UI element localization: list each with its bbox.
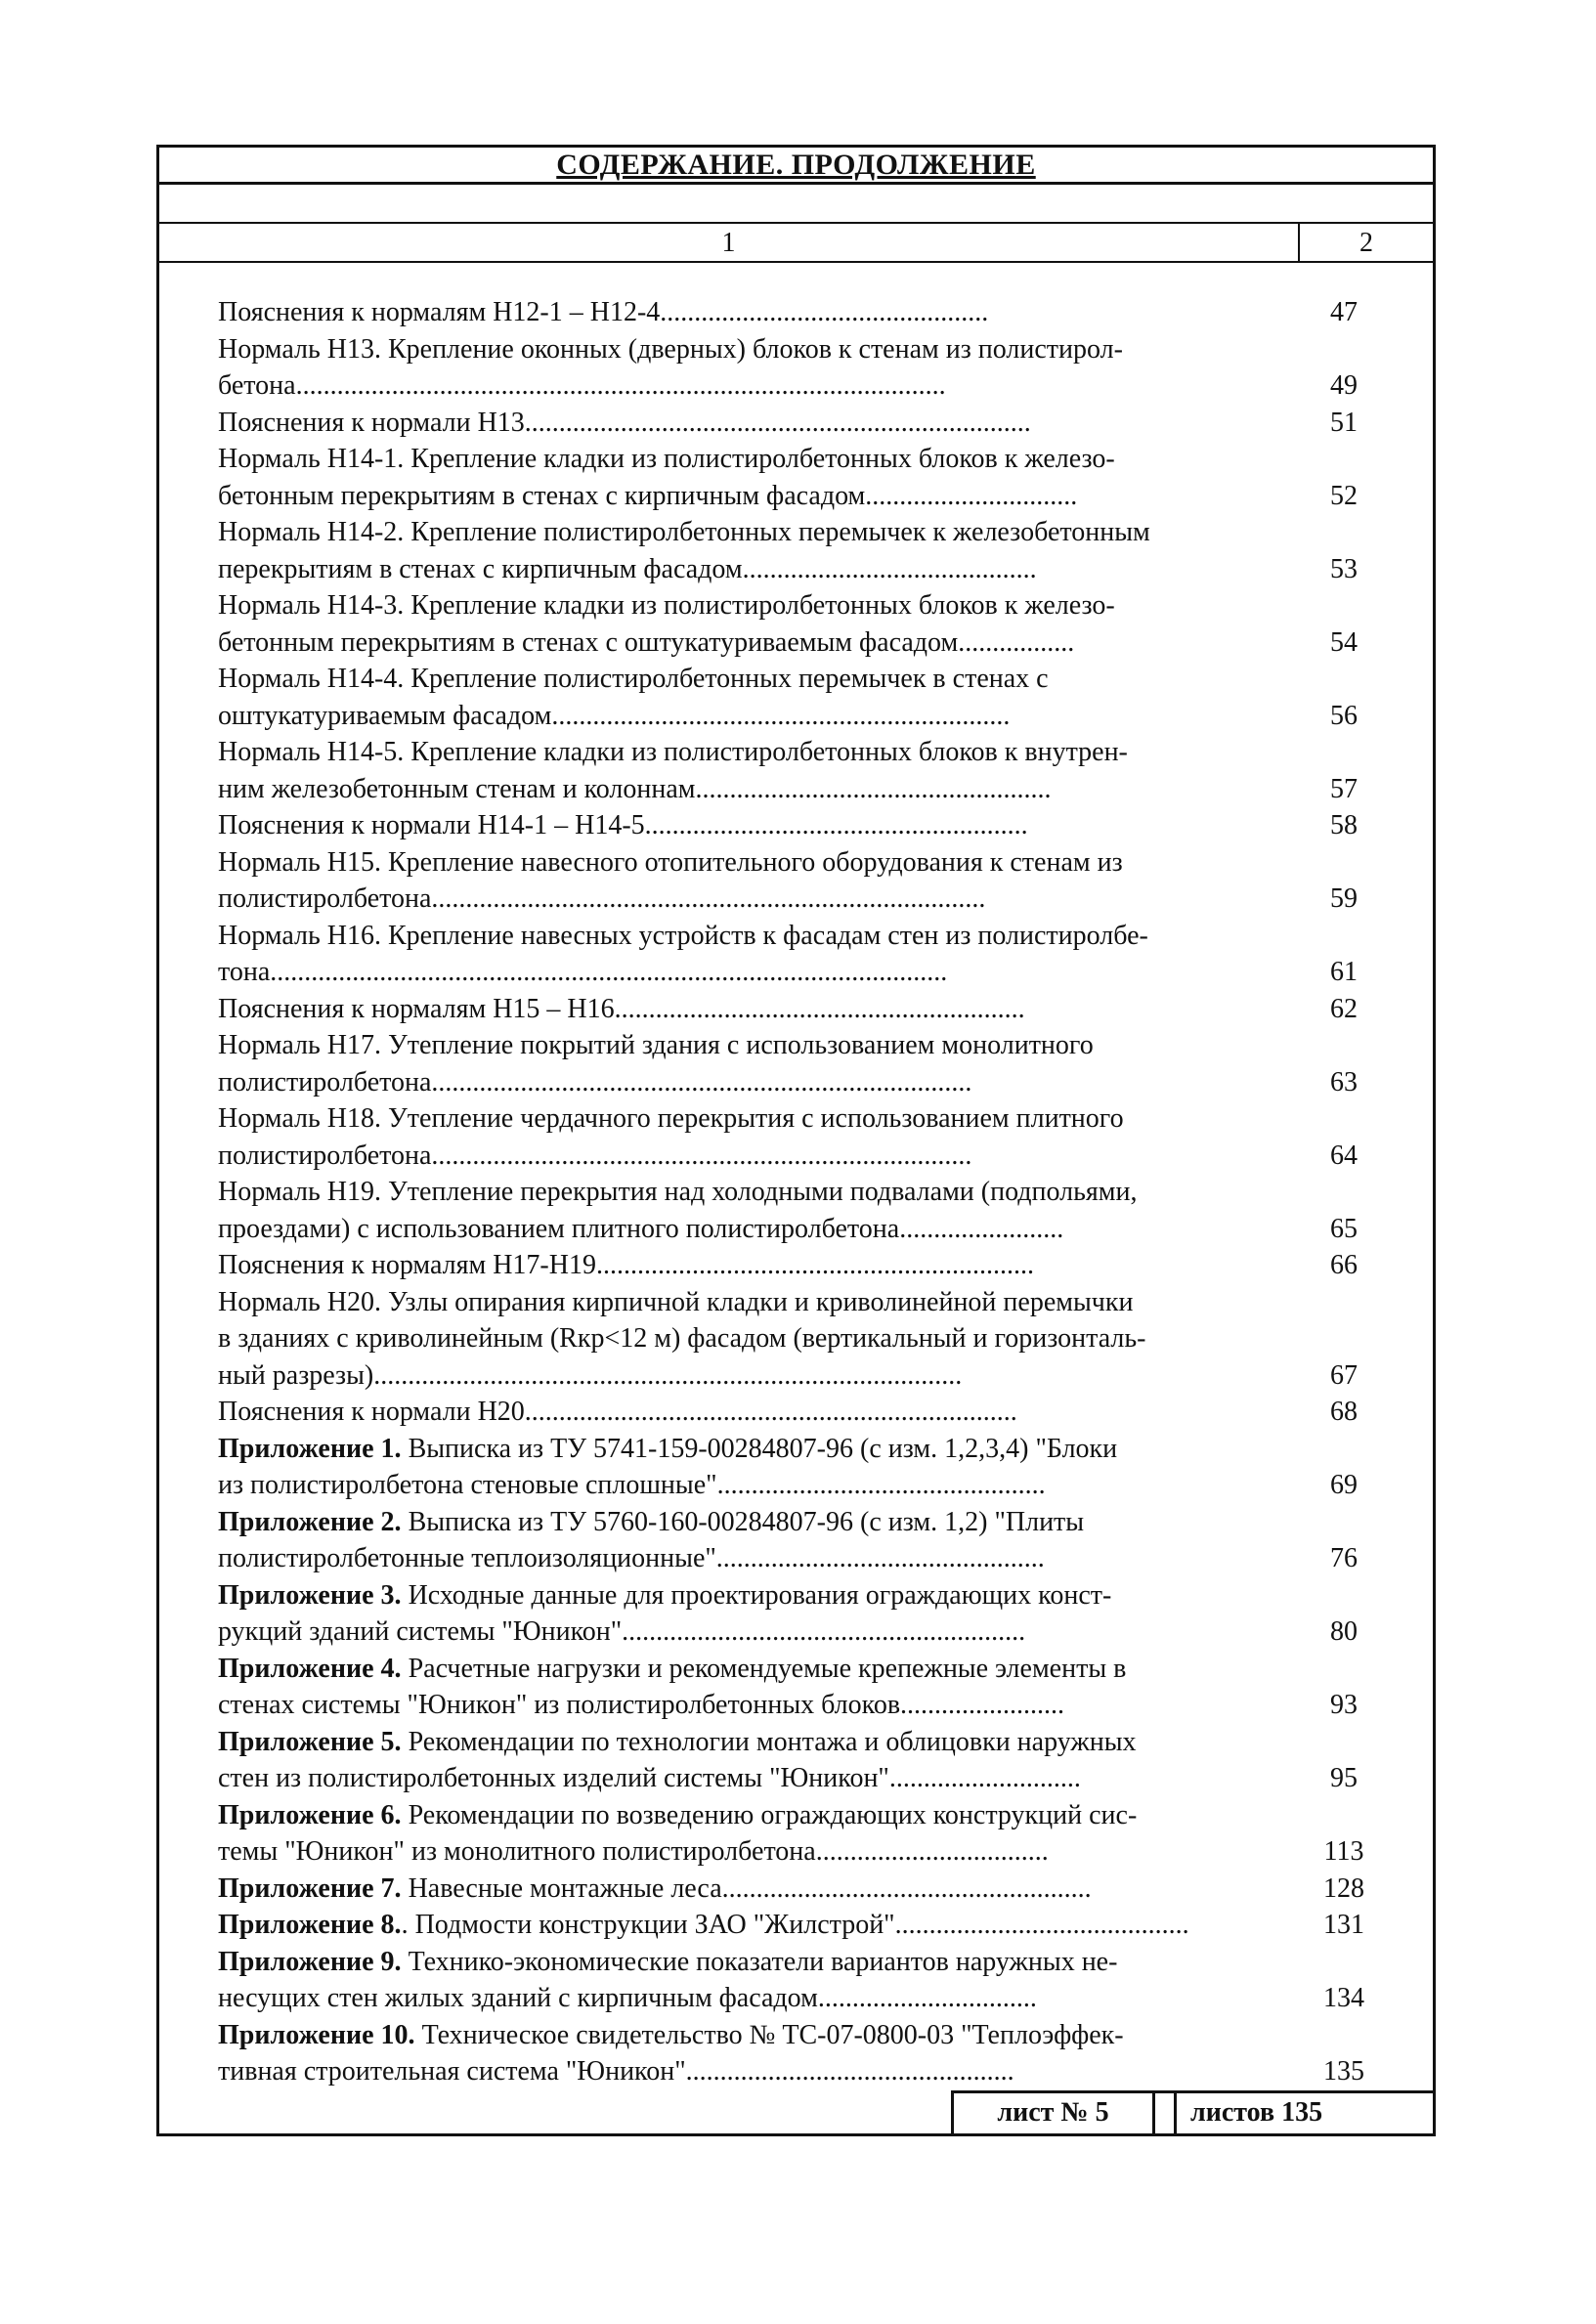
toc-entry-text — [218, 1577, 1290, 1651]
toc-entry-line — [218, 807, 1290, 844]
toc-entry-line — [218, 1871, 1290, 1908]
toc-entry-text — [218, 587, 1290, 661]
toc-entry-line — [218, 881, 1290, 918]
toc-entry-line-text: Технико-экономические показатели вариантов наружных не- — [401, 1946, 1118, 1977]
toc-entry-line — [218, 624, 1290, 662]
appendix-label: Приложение 3. — [218, 1579, 402, 1611]
column-number-2: 2 — [1359, 228, 1373, 258]
toc-entry-text — [218, 441, 1290, 514]
toc-entry-text — [218, 514, 1290, 587]
toc-entry-line-text: Пояснения к нормалям Н17-Н19................................................................ — [218, 1250, 1034, 1280]
toc-entry-line-text: ный разрезы)...................................................................................... — [218, 1359, 963, 1391]
toc-entry-line-text: несущих стен жилых зданий с кирпичным фасадом................................ — [218, 1983, 1037, 2013]
toc-page-number: 113 — [1323, 1836, 1364, 1867]
toc-entry-line — [218, 1027, 1290, 1064]
toc-entry-line-text: Нормаль Н14-5. Крепление кладки из полистиролбетонных блоков к внутрен- — [218, 737, 1128, 767]
toc-entry-line-text: . Подмости конструкции ЗАО "Жилстрой"........................................... — [401, 1910, 1189, 1940]
toc-entry-line-text: Пояснения к нормали Н13.......................................................................... — [218, 407, 1031, 438]
toc-entry-line-text: Нормаль Н13. Крепление оконных (дверных) блоков к стенам из полистирол- — [218, 333, 1123, 365]
toc-entry-line — [218, 2017, 1290, 2054]
toc-entry-line — [218, 918, 1290, 955]
toc-entry-line-text: Выписка из ТУ 5760-160-00284807-96 (с изм. 1,2) "Плиты — [401, 1506, 1085, 1537]
toc-entry — [218, 1394, 1420, 1431]
toc-entry-line — [218, 1431, 1290, 1468]
toc-entry-line — [218, 551, 1290, 588]
toc-page-number: 80 — [1330, 1616, 1358, 1647]
toc-entry-line — [218, 1760, 1290, 1797]
toc-entry-line — [218, 294, 1290, 331]
toc-entry-line-text: в зданиях с криволинейным (Rкр<12 м) фасадом (вертикальный и горизонталь- — [218, 1323, 1146, 1354]
toc-page-number: 95 — [1330, 1763, 1358, 1793]
toc-entry-text — [218, 1504, 1290, 1577]
toc-entry — [218, 1651, 1420, 1724]
toc-entry-line-text: Техническое свидетельство № ТС-07-0800-03 "Теплоэффек- — [414, 2019, 1124, 2050]
toc-entry-line-text: рукций зданий системы "Юникон"........................................................... — [218, 1616, 1026, 1647]
toc-entry-line-text: Выписка из ТУ 5741-159-00284807-96 (с изм. 1,2,3,4) "Блоки — [401, 1433, 1118, 1464]
toc-entry-text — [218, 1651, 1290, 1724]
toc-page-number: 65 — [1330, 1213, 1358, 1244]
toc-entry — [218, 405, 1420, 442]
appendix-label: Приложение 2. — [218, 1506, 402, 1537]
toc-page-number: 47 — [1330, 297, 1358, 327]
toc-entry-text — [218, 1394, 1290, 1431]
toc-entry-line — [218, 1064, 1290, 1101]
toc-page-number: 93 — [1330, 1690, 1358, 1720]
toc-entry-line-text: Нормаль Н18. Утепление чердачного перекрытия с использованием плитного — [218, 1103, 1124, 1134]
toc-entry-line-text: Нормаль Н19. Утепление перекрытия над холодными подвалами (подпольями, — [218, 1177, 1138, 1207]
toc-entry-line-text: полистиролбетона............................................................................... — [218, 1066, 972, 1097]
toc-entry-line — [218, 1577, 1290, 1614]
toc-page-number: 51 — [1330, 407, 1358, 438]
toc-entry — [218, 587, 1420, 661]
toc-entry-line-text: Нормаль Н14-3. Крепление кладки из полистиролбетонных блоков к железо- — [218, 590, 1115, 621]
toc-entry-line — [218, 1651, 1290, 1688]
toc-entry-line-text: Расчетные нагрузки и рекомендуемые крепежные элементы в — [401, 1653, 1127, 1684]
toc-page-number: 64 — [1330, 1140, 1358, 1171]
toc-page-number: 63 — [1330, 1066, 1358, 1097]
toc-entry-line-text: Исходные данные для проектирования ограждающих конст- — [401, 1579, 1112, 1611]
toc-page-number: 61 — [1330, 957, 1358, 987]
toc-entry-text — [218, 294, 1290, 331]
toc-entry-line — [218, 954, 1290, 991]
toc-entry-line-text: проездами) с использованием плитного полистиролбетона........................ — [218, 1213, 1064, 1244]
appendix-label: Приложение 1. — [218, 1433, 402, 1464]
toc-entry-line-text: тона................................................................................................... — [218, 957, 948, 987]
toc-entry — [218, 1431, 1420, 1504]
toc-page-number: 59 — [1330, 883, 1358, 914]
toc-entry — [218, 294, 1420, 331]
toc-entry — [218, 991, 1420, 1028]
toc-entry-line-text: Нормаль Н14-2. Крепление полистиролбетонных перемычек к железобетонным — [218, 517, 1150, 547]
page-title: СОДЕРЖАНИЕ. ПРОДОЛЖЕНИЕ — [556, 149, 1036, 181]
toc-entry — [218, 1174, 1420, 1247]
toc-page-number: 52 — [1330, 480, 1358, 511]
toc-entry-line — [218, 478, 1290, 515]
toc-entry-line — [218, 1797, 1290, 1834]
toc-entry-line — [218, 1907, 1290, 1944]
toc-page-number: 67 — [1330, 1359, 1358, 1391]
toc-entry-line — [218, 771, 1290, 808]
toc-entry-line — [218, 1614, 1290, 1651]
toc-entry-line-text: тивная строительная система "Юникон"................................................ — [218, 2056, 1014, 2087]
toc-entry-line — [218, 1944, 1290, 1981]
toc-entry-text — [218, 734, 1290, 807]
toc-page-number: 54 — [1330, 626, 1358, 658]
toc-entry-line-text: темы "Юникон" из монолитного полистиролбетона.................................. — [218, 1836, 1049, 1867]
toc-entry-line-text: полистиролбетонные теплоизоляционные"................................................ — [218, 1543, 1045, 1573]
toc-entry-text — [218, 1100, 1290, 1174]
toc-page-number: 76 — [1330, 1543, 1358, 1573]
toc-entry-text — [218, 1907, 1290, 1944]
sheet-number: лист № 5 — [951, 2090, 1152, 2133]
toc-entry-line-text: бетонным перекрытиям в стенах с кирпичным фасадом............................... — [218, 480, 1078, 511]
toc-entry-line — [218, 1320, 1290, 1357]
appendix-label: Приложение 9. — [218, 1946, 402, 1977]
toc-entry-line — [218, 1211, 1290, 1248]
toc-entry-line-text: бетонным перекрытиям в стенах с оштукатуриваемым фасадом................. — [218, 626, 1075, 658]
appendix-label: Приложение 4. — [218, 1653, 402, 1684]
toc-entry — [218, 1504, 1420, 1577]
appendix-label: Приложение 8. — [218, 1910, 402, 1940]
toc-entry-line-text: Нормаль Н17. Утепление покрытий здания с использованием монолитного — [218, 1030, 1094, 1060]
toc-entry-line-text: оштукатуриваемым фасадом................................................................... — [218, 700, 1011, 731]
toc-entry-line — [218, 1724, 1290, 1761]
toc-entry-text — [218, 844, 1290, 918]
toc-entry-line-text: Нормаль Н14-4. Крепление полистиролбетонных перемычек в стенах с — [218, 664, 1049, 694]
toc-page-number: 69 — [1330, 1470, 1358, 1500]
toc-page-number: 58 — [1330, 810, 1358, 840]
toc-entry — [218, 918, 1420, 991]
toc-entry-text — [218, 1724, 1290, 1797]
toc-entry-line — [218, 2053, 1290, 2090]
toc-entry — [218, 1577, 1420, 1651]
toc-entry — [218, 1907, 1420, 1944]
title-row — [159, 148, 1433, 185]
toc-entry-text — [218, 1284, 1290, 1395]
toc-entry-line-text: Нормаль Н14-1. Крепление кладки из полистиролбетонных блоков к железо- — [218, 444, 1115, 474]
sheet-stamp — [951, 2090, 1433, 2133]
toc-entry — [218, 844, 1420, 918]
toc-entry-line — [218, 1284, 1290, 1321]
toc-entry-line-text: Нормаль Н20. Узлы опирания кирпичной кладки и криволинейной перемычки — [218, 1286, 1134, 1317]
toc-entry-text — [218, 1247, 1290, 1284]
toc-entry-line-text: полистиролбетона................................................................................. — [218, 883, 986, 914]
toc-entry — [218, 807, 1420, 844]
toc-entry-text — [218, 1871, 1290, 1908]
toc-entry-text — [218, 405, 1290, 442]
toc-entry-line-text: Навесные монтажные леса...................................................... — [401, 1872, 1092, 1904]
toc-entry-line-text: бетона............................................................................................... — [218, 370, 946, 401]
toc-entry — [218, 1247, 1420, 1284]
toc-entry-line — [218, 991, 1290, 1028]
toc-entry-line-text: ним железобетонным стенам и колоннам.................................................... — [218, 773, 1052, 804]
toc-entry-line — [218, 1980, 1290, 2017]
toc-entry-line — [218, 441, 1290, 478]
appendix-label: Приложение 6. — [218, 1799, 402, 1830]
toc-entry — [218, 1797, 1420, 1871]
toc-entry-line — [218, 1174, 1290, 1211]
toc-entry — [218, 1944, 1420, 2017]
toc-entry-line — [218, 1100, 1290, 1138]
toc-entry-text — [218, 1797, 1290, 1871]
toc-page-number: 131 — [1323, 1910, 1364, 1940]
toc-entry-text — [218, 807, 1290, 844]
toc-entry — [218, 734, 1420, 807]
toc-page-number: 49 — [1330, 370, 1358, 401]
toc-entry-line — [218, 331, 1290, 368]
table-of-contents — [218, 294, 1420, 2090]
toc-entry — [218, 1871, 1420, 1908]
toc-entry-line — [218, 1247, 1290, 1284]
toc-page-number: 56 — [1330, 700, 1358, 731]
toc-entry — [218, 1027, 1420, 1100]
toc-entry-text — [218, 1174, 1290, 1247]
toc-page-number: 66 — [1330, 1250, 1358, 1280]
toc-entry-line — [218, 1540, 1290, 1577]
toc-entry — [218, 1284, 1420, 1395]
toc-page-number: 53 — [1330, 553, 1358, 584]
stamp-divider — [1152, 2090, 1174, 2133]
toc-page-number: 57 — [1330, 773, 1358, 804]
column-number-1: 1 — [159, 224, 1300, 261]
toc-entry-line-text: полистиролбетона............................................................................... — [218, 1140, 972, 1171]
toc-entry-line — [218, 1467, 1290, 1504]
toc-entry-line — [218, 698, 1290, 735]
toc-entry-line — [218, 514, 1290, 551]
toc-entry-line-text: Пояснения к нормалям Н12-1 – Н12-4................................................ — [218, 297, 989, 327]
header-spacer-row — [159, 185, 1433, 224]
toc-entry-line-text: перекрытиям в стенах с кирпичным фасадом........................................... — [218, 553, 1037, 584]
toc-entry-line-text: Нормаль Н16. Крепление навесных устройств к фасадам стен из полистиролбе- — [218, 920, 1148, 951]
toc-entry-line — [218, 587, 1290, 624]
toc-entry-text — [218, 991, 1290, 1028]
toc-page-number: 68 — [1330, 1397, 1358, 1427]
toc-entry-line — [218, 661, 1290, 698]
toc-entry — [218, 331, 1420, 405]
toc-entry-text — [218, 1027, 1290, 1100]
toc-entry-text — [218, 918, 1290, 991]
toc-entry-line-text: Нормаль Н15. Крепление навесного отопительного оборудования к стенам из — [218, 846, 1123, 878]
toc-page-number: 62 — [1330, 993, 1358, 1024]
toc-entry — [218, 661, 1420, 734]
toc-entry-line-text: стен из полистиролбетонных изделий системы "Юникон"............................ — [218, 1763, 1081, 1793]
toc-page-number: 135 — [1323, 2056, 1364, 2087]
toc-entry-line — [218, 1504, 1290, 1541]
toc-entry-line — [218, 405, 1290, 442]
toc-entry — [218, 1100, 1420, 1174]
toc-page-number: 134 — [1323, 1983, 1364, 2013]
toc-entry — [218, 1724, 1420, 1797]
toc-entry-line-text: стенах системы "Юникон" из полистиролбетонных блоков........................ — [218, 1690, 1065, 1720]
toc-entry — [218, 2017, 1420, 2090]
appendix-label: Приложение 10. — [218, 2019, 415, 2050]
toc-entry-line — [218, 1687, 1290, 1724]
toc-entry-line-text: Рекомендации по технологии монтажа и облицовки наружных — [401, 1726, 1137, 1757]
toc-entry-line — [218, 734, 1290, 771]
toc-entry-text — [218, 1431, 1290, 1504]
toc-entry-line — [218, 1833, 1290, 1871]
toc-entry-line-text: Пояснения к нормали Н20........................................................................ — [218, 1397, 1017, 1427]
toc-entry-text — [218, 661, 1290, 734]
column-number-row — [159, 224, 1433, 263]
toc-page-number: 128 — [1323, 1872, 1364, 1904]
toc-entry — [218, 441, 1420, 514]
toc-entry-line-text: из полистиролбетона стеновые сплошные"................................................ — [218, 1470, 1046, 1500]
toc-entry-text — [218, 1944, 1290, 2017]
toc-entry-text — [218, 2017, 1290, 2090]
toc-entry-line-text: Пояснения к нормали Н14-1 – Н14-5........................................................ — [218, 810, 1028, 840]
sheet-total: листов 135 — [1174, 2090, 1433, 2133]
toc-entry-line — [218, 1394, 1290, 1431]
toc-entry-line — [218, 844, 1290, 882]
toc-entry-line — [218, 1357, 1290, 1395]
document-frame — [156, 145, 1436, 2136]
toc-entry-line — [218, 1138, 1290, 1175]
toc-entry — [218, 514, 1420, 587]
toc-entry-text — [218, 331, 1290, 405]
toc-entry-line — [218, 367, 1290, 405]
appendix-label: Приложение 7. — [218, 1872, 402, 1904]
toc-entry-line-text: Рекомендации по возведению ограждающих конструкций сис- — [401, 1799, 1138, 1830]
appendix-label: Приложение 5. — [218, 1726, 402, 1757]
toc-entry-line-text: Пояснения к нормалям Н15 – Н16............................................................ — [218, 993, 1025, 1024]
